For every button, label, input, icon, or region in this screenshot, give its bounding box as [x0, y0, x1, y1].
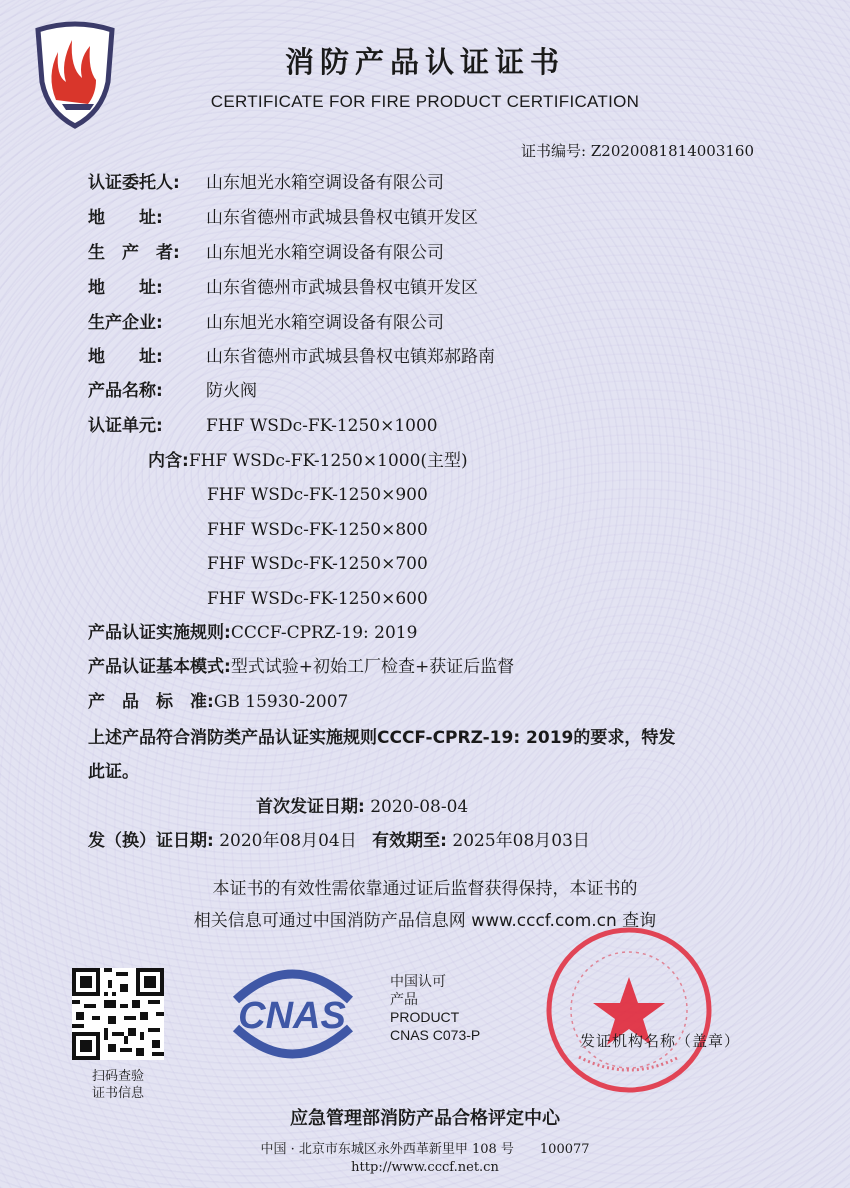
implementation-rule-label: 产品认证实施规则:: [88, 623, 231, 643]
issuing-organization: 应急管理部消防产品合格评定中心: [290, 1108, 560, 1129]
certificate-title-english: CERTIFICATE FOR FIRE PRODUCT CERTIFICATION: [210, 92, 640, 111]
cnas-line2: 产品: [390, 991, 418, 1007]
qr-code-icon[interactable]: [72, 968, 164, 1060]
validity-notice-line2: 相关信息可通过中国消防产品信息网 www.cccf.com.cn 查询: [193, 911, 657, 931]
expiry-date-value: 2025年08月03日: [452, 831, 590, 851]
expiry-date-label: 有效期至:: [372, 831, 447, 851]
client-address-label: 地 址:: [88, 208, 163, 228]
cnas-logo: [218, 962, 366, 1066]
seal-caption: 发证机构名称（盖章）: [580, 1032, 741, 1050]
model-item: FHF WSDc-FK-1250×600: [207, 589, 428, 609]
model-item: FHF WSDc-FK-1250×1000(主型): [188, 451, 468, 471]
compliance-statement-line2: 此证。: [88, 762, 139, 782]
official-seal: [544, 925, 714, 1095]
client-address-row: [88, 207, 478, 229]
compliance-statement-line1: 上述产品符合消防类产品认证实施规则CCCF-CPRZ-19: 2019的要求，特发: [88, 728, 676, 748]
producer-label: 生 产 者:: [88, 243, 180, 263]
producer-address-value: 山东省德州市武城县鲁权屯镇开发区: [206, 278, 478, 298]
product-name-value: 防火阀: [206, 381, 257, 401]
certificate-number: [521, 140, 754, 161]
first-issue-date-label: 首次发证日期:: [256, 797, 365, 817]
issuer-website[interactable]: http://www.cccf.net.cn: [351, 1160, 499, 1175]
certificate-title: 消防产品认证证书: [284, 45, 565, 79]
cnas-line3: PRODUCT: [390, 1009, 460, 1025]
certification-unit-row: [88, 415, 438, 437]
producer-address-label: 地 址:: [88, 278, 163, 298]
model-item: FHF WSDc-FK-1250×800: [207, 520, 428, 540]
manufacturer-address-label: 地 址:: [88, 347, 163, 367]
cnas-logo-text: CNAS: [238, 995, 346, 1037]
client-address-value: 山东省德州市武城县鲁权屯镇开发区: [206, 208, 478, 228]
client-row: [88, 172, 444, 194]
manufacturer-address-row: [88, 346, 495, 368]
qr-caption: [70, 1068, 166, 1102]
product-name-label: 产品名称:: [88, 381, 163, 401]
certification-mode-label: 产品认证基本模式:: [88, 657, 231, 677]
cnas-accreditation-text: [390, 972, 480, 1044]
producer-address-row: [88, 277, 478, 299]
manufacturer-address-value: 山东省德州市武城县鲁权屯镇郑郝路南: [206, 347, 495, 367]
implementation-rule-value: CCCF-CPRZ-19: 2019: [230, 623, 418, 643]
cnas-line1: 中国认可: [390, 973, 446, 989]
producer-row: [88, 242, 444, 264]
manufacturer-label: 生产企业:: [88, 313, 163, 333]
first-issue-date-value: 2020-08-04: [370, 797, 469, 817]
producer-value: 山东旭光水箱空调设备有限公司: [206, 243, 444, 263]
client-value: 山东旭光水箱空调设备有限公司: [206, 173, 444, 193]
contains-row: [148, 450, 468, 472]
first-issue-date-row: [256, 796, 468, 818]
manufacturer-value: 山东旭光水箱空调设备有限公司: [206, 313, 444, 333]
qr-caption-line1: 扫码查验: [91, 1069, 144, 1084]
product-name-row: [88, 380, 257, 402]
manufacturer-row: [88, 312, 444, 334]
certification-mode-value: 型式试验+初始工厂检查+获证后监督: [230, 657, 515, 677]
validity-notice-line1: 本证书的有效性需依靠通过证后监督获得保持，本证书的: [212, 879, 638, 899]
certification-mode-row: [88, 656, 514, 678]
cnas-line4: CNAS C073-P: [390, 1027, 481, 1043]
qr-caption-line2: 证书信息: [91, 1086, 144, 1101]
model-item: FHF WSDc-FK-1250×700: [207, 554, 428, 574]
issue-date-label: 发（换）证日期:: [88, 831, 214, 851]
model-item: FHF WSDc-FK-1250×900: [207, 485, 428, 505]
product-standard-value: GB 15930-2007: [213, 692, 349, 712]
certificate-number-value: Z2020081814003160: [590, 142, 754, 160]
certificate-number-label: 证书编号:: [521, 142, 587, 160]
issuer-address: 中国 · 北京市东城区永外西革新里甲 108 号 100077: [260, 1142, 590, 1157]
product-standard-label: 产 品 标 准:: [88, 692, 214, 712]
certification-unit-label: 认证单元:: [88, 416, 163, 436]
client-label: 认证委托人:: [88, 173, 180, 193]
issue-date-row: [88, 830, 590, 852]
implementation-rule-row: [88, 622, 417, 644]
contains-label: 内含:: [148, 451, 189, 471]
certification-unit-value: FHF WSDc-FK-1250×1000: [206, 416, 438, 436]
issue-date-value: 2020年08月04日: [219, 831, 357, 851]
product-standard-row: [88, 691, 348, 713]
